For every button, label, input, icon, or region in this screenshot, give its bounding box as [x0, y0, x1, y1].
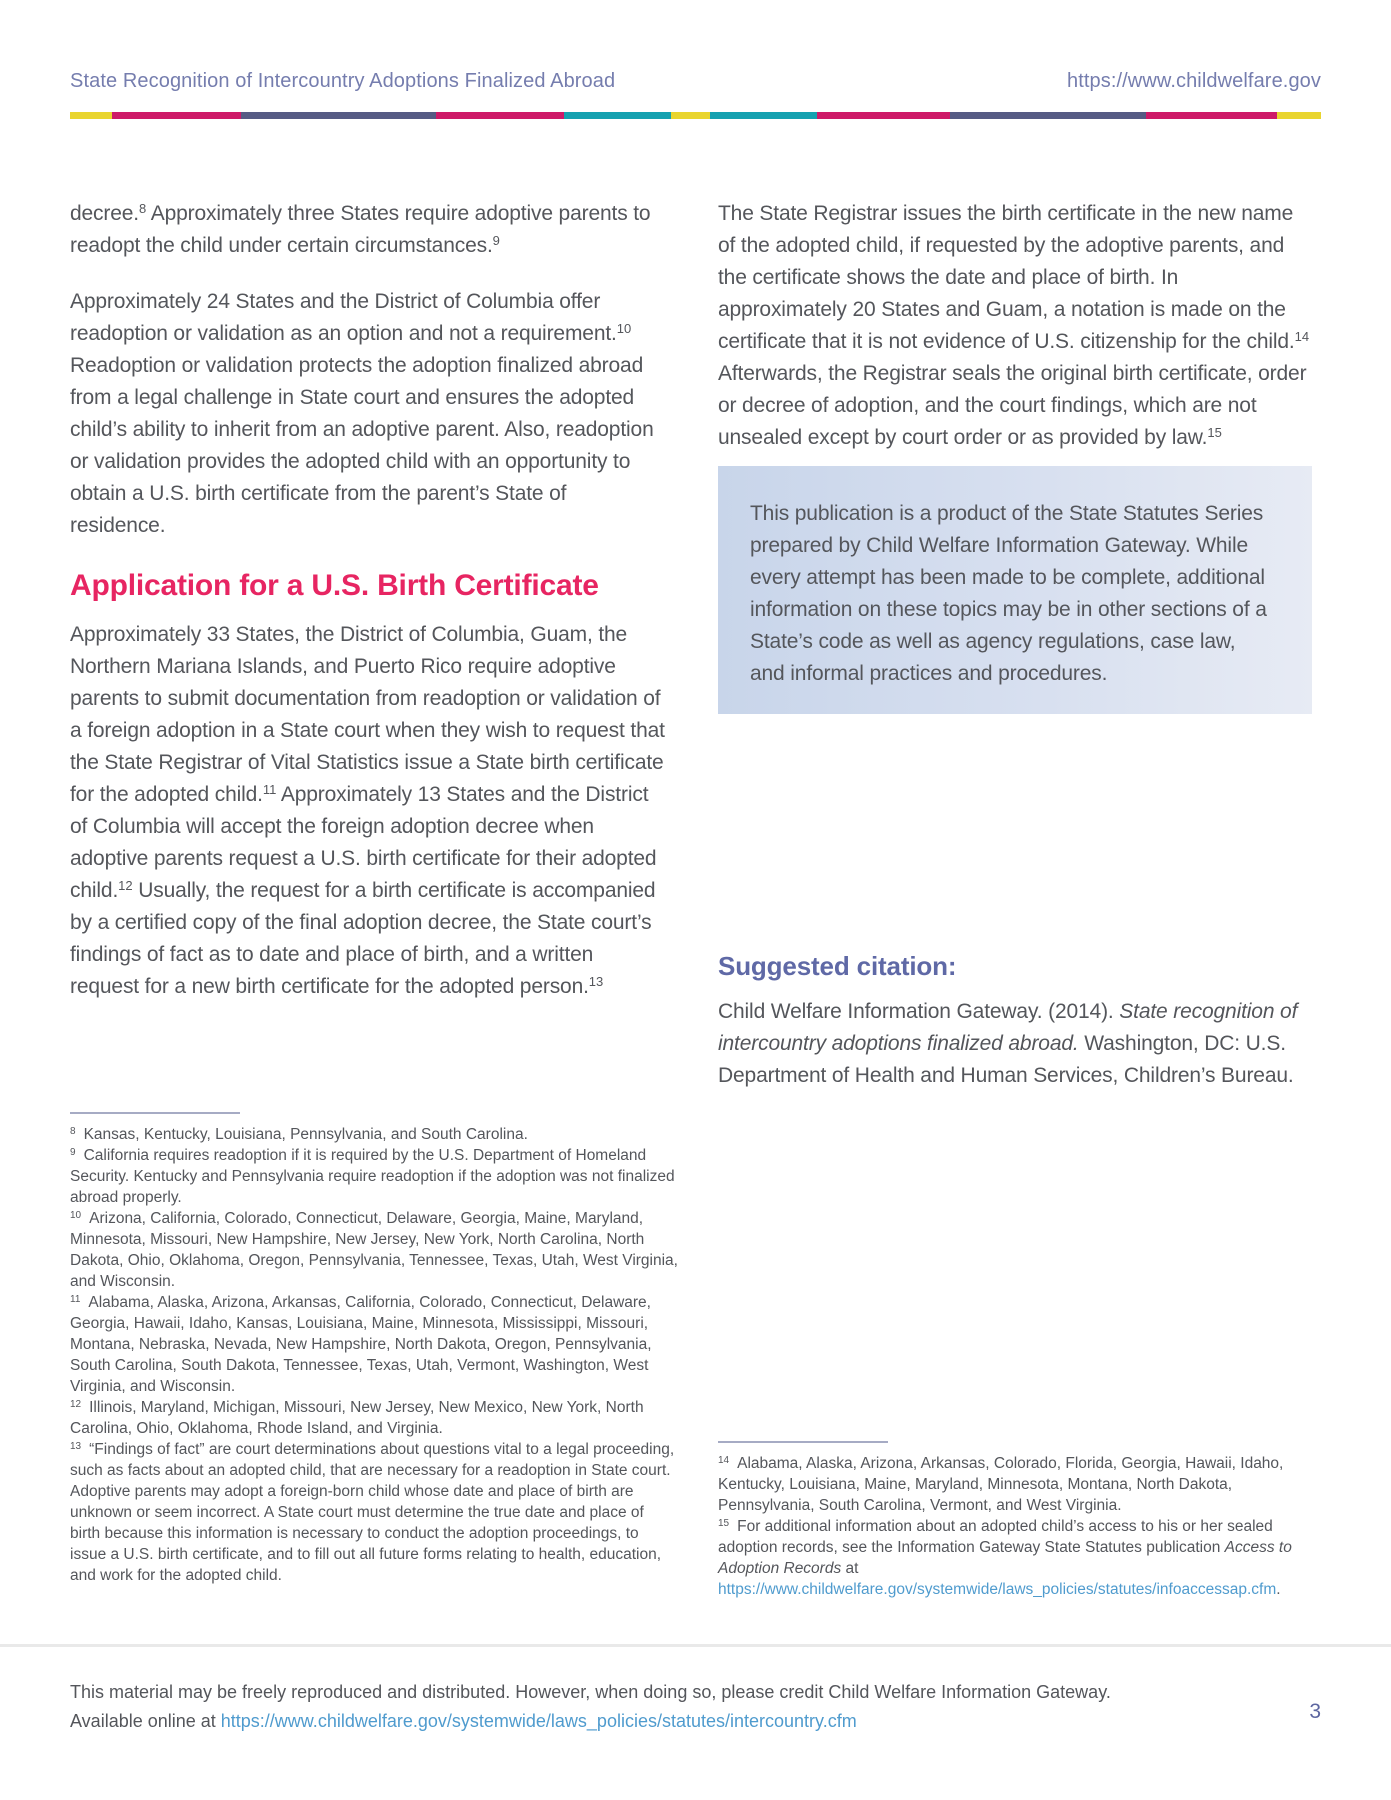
hyperlink[interactable]: https://www.childwelfare.gov/systemwide/laws_policies/statutes/intercountry.cfm	[220, 1711, 857, 1731]
hyperlink[interactable]: https://www.childwelfare.gov/systemwide/laws_policies/statutes/infoaccessap.cfm	[718, 1581, 1277, 1598]
footnote	[718, 1453, 1318, 1516]
text-segment: Readoption or validation protects the adoption finalized abroad from a legal challenge in State court and ensures the adopted child’s ability to inherit from an adoptive parent. Also, readoption or validation provides the adopted child with an opportunity to obtain a U.S. birth certificate from the parent’s State of residence.	[70, 354, 654, 537]
footer-divider	[0, 1644, 1391, 1647]
page-number: 3	[1309, 1700, 1321, 1723]
footer-line1: This material may be freely reproduced and distributed. However, when doing so, please credit Child Welfare Information Gateway.	[70, 1682, 1111, 1702]
left-footnotes	[70, 1112, 678, 1586]
footnote-marker: 13	[588, 974, 604, 989]
footnote-marker: 11	[262, 782, 277, 797]
footnote-text	[70, 1399, 644, 1437]
text-segment: Approximately 33 States, the District of Columbia, Guam, the Northern Mariana Islands, and Puerto Rico require adoptive parents to submit documentation from readoption or validation of a foreign adoption in a State court when they wish to request that the State Registrar of Vital Statistics issue a State birth certificate for the adopted child.	[70, 623, 665, 806]
bar-segment	[950, 112, 1146, 119]
text-segment: .	[1276, 1581, 1281, 1598]
text-segment: at	[841, 1560, 859, 1577]
footer	[70, 1678, 1230, 1736]
footnote-text	[70, 1441, 674, 1584]
callout-box	[718, 466, 1312, 714]
left-column	[70, 198, 666, 1003]
footnote-number: 15	[718, 1518, 730, 1529]
footnote	[718, 1516, 1318, 1600]
text-segment: Access to Adoption Records	[718, 1539, 1292, 1577]
bar-segment	[241, 112, 436, 119]
text-segment: State recognition of intercountry adoptions finalized abroad.	[718, 1000, 1298, 1055]
body-paragraph	[70, 619, 666, 1003]
footnote	[70, 1292, 678, 1397]
footnote-text	[718, 1455, 1283, 1514]
body-paragraph	[70, 198, 666, 262]
text-segment: Kansas, Kentucky, Louisiana, Pennsylvania, and South Carolina.	[83, 1126, 528, 1143]
section-heading: Application for a U.S. Birth Certificate	[70, 569, 599, 602]
footnote-marker: 10	[616, 321, 632, 336]
footnote-number: 10	[70, 1210, 82, 1221]
text-segment: Approximately 24 States and the District of Columbia offer readoption or validation as an option and not a requirement.	[70, 290, 617, 345]
text-segment: “Findings of fact” are court determinations about questions vital to a legal proceeding, such as facts about an adopted child, that are necessary for a readoption in State court. Adoptive parents may adopt a foreign-born child whose date and place of birth are unknown or seem incorrect. A State court must determine the true date and place of birth because this information is necessary to conduct the adoption proceedings, to issue a U.S. birth certificate, and to fill out all future forms relating to health, education, and work for the adopted child.	[70, 1441, 675, 1584]
text-segment: Afterwards, the Registrar seals the original birth certificate, order or decree of adoption, and the court findings, which are not unsealed except by court order or as provided by law.	[718, 362, 1307, 449]
bar-segment	[817, 112, 951, 119]
footnote	[70, 1145, 678, 1208]
text-segment: decree.	[70, 202, 139, 225]
footnote-marker: 9	[492, 233, 500, 248]
bar-segment	[564, 112, 670, 119]
text-segment: Approximately three States require adoptive parents to readopt the child under certain circumstances.	[70, 202, 651, 257]
bar-segment	[1277, 112, 1321, 119]
running-head-title: State Recognition of Intercountry Adoptions Finalized Abroad	[70, 70, 616, 92]
text-segment: Washington, DC: U.S. Department of Health and Human Services, Children’s Bureau.	[718, 1032, 1294, 1087]
body-paragraph	[718, 198, 1312, 454]
text-segment: For additional information about an adopted child’s access to his or her sealed adoption records, see the Information Gateway State Statutes publication	[718, 1518, 1273, 1556]
right-column	[718, 198, 1312, 714]
text-segment: The State Registrar issues the birth certificate in the new name of the adopted child, if requested by the adoptive parents, and the certificate shows the date and place of birth. In approximately 20 States and Guam, a notation is made on the certificate that it is not evidence of U.S. citizenship for the child.	[718, 202, 1295, 353]
citation-heading: Suggested citation:	[718, 951, 957, 981]
footnote-marker: 12	[118, 878, 133, 893]
footnote-text	[84, 1126, 528, 1143]
footnote-text	[70, 1294, 652, 1395]
text-segment: Approximately 13 States and the District of Columbia will accept the foreign adoption decree when adoptive parents request a U.S. birth certificate for their adopted child.	[70, 783, 657, 902]
text-segment: Alabama, Alaska, Arizona, Arkansas, Colorado, Florida, Georgia, Hawaii, Idaho, Kentucky, Louisiana, Maine, Maryland, Minnesota, Montana, North Dakota, Pennsylvania, South Carolina, Vermont, and West Virginia.	[718, 1455, 1284, 1514]
footnote-text	[718, 1518, 1292, 1598]
footnote-number: 14	[718, 1455, 730, 1466]
footnote-number: 8	[70, 1126, 76, 1137]
bar-segment	[671, 112, 711, 119]
footnote	[70, 1397, 678, 1439]
bar-segment	[436, 112, 565, 119]
footer-line2	[70, 1707, 1230, 1736]
brand-color-bar	[70, 112, 1321, 119]
text-segment: Illinois, Maryland, Michigan, Missouri, New Jersey, New Mexico, New York, North Carolina, Ohio, Oklahoma, Rhode Island, and Virginia.	[70, 1399, 644, 1437]
footnote-divider	[718, 1441, 888, 1443]
footnote-number: 9	[70, 1147, 76, 1158]
text-segment: Usually, the request for a birth certificate is accompanied by a certified copy of the final adoption decree, the State court’s findings of fact as to date and place of birth, and a written request for a new birth certificate for the adopted person.	[70, 879, 656, 998]
page-header	[70, 70, 1321, 93]
footnote-marker: 8	[139, 201, 147, 216]
footnote-number: 11	[70, 1294, 81, 1305]
bar-segment	[710, 112, 816, 119]
footnote	[70, 1439, 678, 1586]
footnote	[70, 1208, 678, 1292]
suggested-citation-section	[718, 950, 1312, 1092]
body-paragraph	[70, 286, 666, 542]
citation-text	[718, 996, 1312, 1092]
footnote-text	[70, 1210, 678, 1290]
text-segment: Arizona, California, Colorado, Connecticut, Delaware, Georgia, Maine, Maryland, Minnesota, Missouri, New Hampshire, New Jersey, New York, North Carolina, North Dakota, Ohio, Oklahoma, Oregon, Pennsylvania, Tennessee, Texas, Utah, West Virginia, and Wisconsin.	[70, 1210, 678, 1290]
callout-text: This publication is a product of the State Statutes Series prepared by Child Welfare Information Gateway. While every attempt has been made to be complete, additional information on these topics may be in other sections of a State’s code as well as agency regulations, case law, and informal practices and procedures.	[750, 502, 1267, 685]
bar-segment	[70, 112, 112, 119]
footnote	[70, 1124, 678, 1145]
text-segment: Available online at	[70, 1711, 221, 1731]
footnote-number: 12	[70, 1399, 82, 1410]
footnote-divider	[70, 1112, 240, 1114]
text-segment: Alabama, Alaska, Arizona, Arkansas, California, Colorado, Connecticut, Delaware, Georgia, Hawaii, Idaho, Kansas, Louisiana, Maine, Minnesota, Mississippi, Missouri, Montana, Nebraska, Nevada, New Hampshire, North Dakota, Oregon, Pennsylvania, South Carolina, South Dakota, Tennessee, Texas, Utah, Vermont, Washington, West Virginia, and Wisconsin.	[70, 1294, 652, 1395]
running-head-url[interactable]: https://www.childwelfare.gov	[1066, 70, 1321, 92]
text-segment: Child Welfare Information Gateway. (2014).	[718, 1000, 1120, 1023]
footnote-number: 13	[70, 1441, 82, 1452]
text-segment: California requires readoption if it is required by the U.S. Department of Homeland Security. Kentucky and Pennsylvania require readoption if the adoption was not finalized abroad properly.	[70, 1147, 675, 1206]
footnote-marker: 14	[1294, 329, 1310, 344]
bar-segment	[112, 112, 241, 119]
bar-segment	[1146, 112, 1277, 119]
right-footnotes	[718, 1441, 1318, 1600]
footnote-text	[70, 1147, 675, 1206]
footnote-marker: 15	[1207, 425, 1222, 440]
